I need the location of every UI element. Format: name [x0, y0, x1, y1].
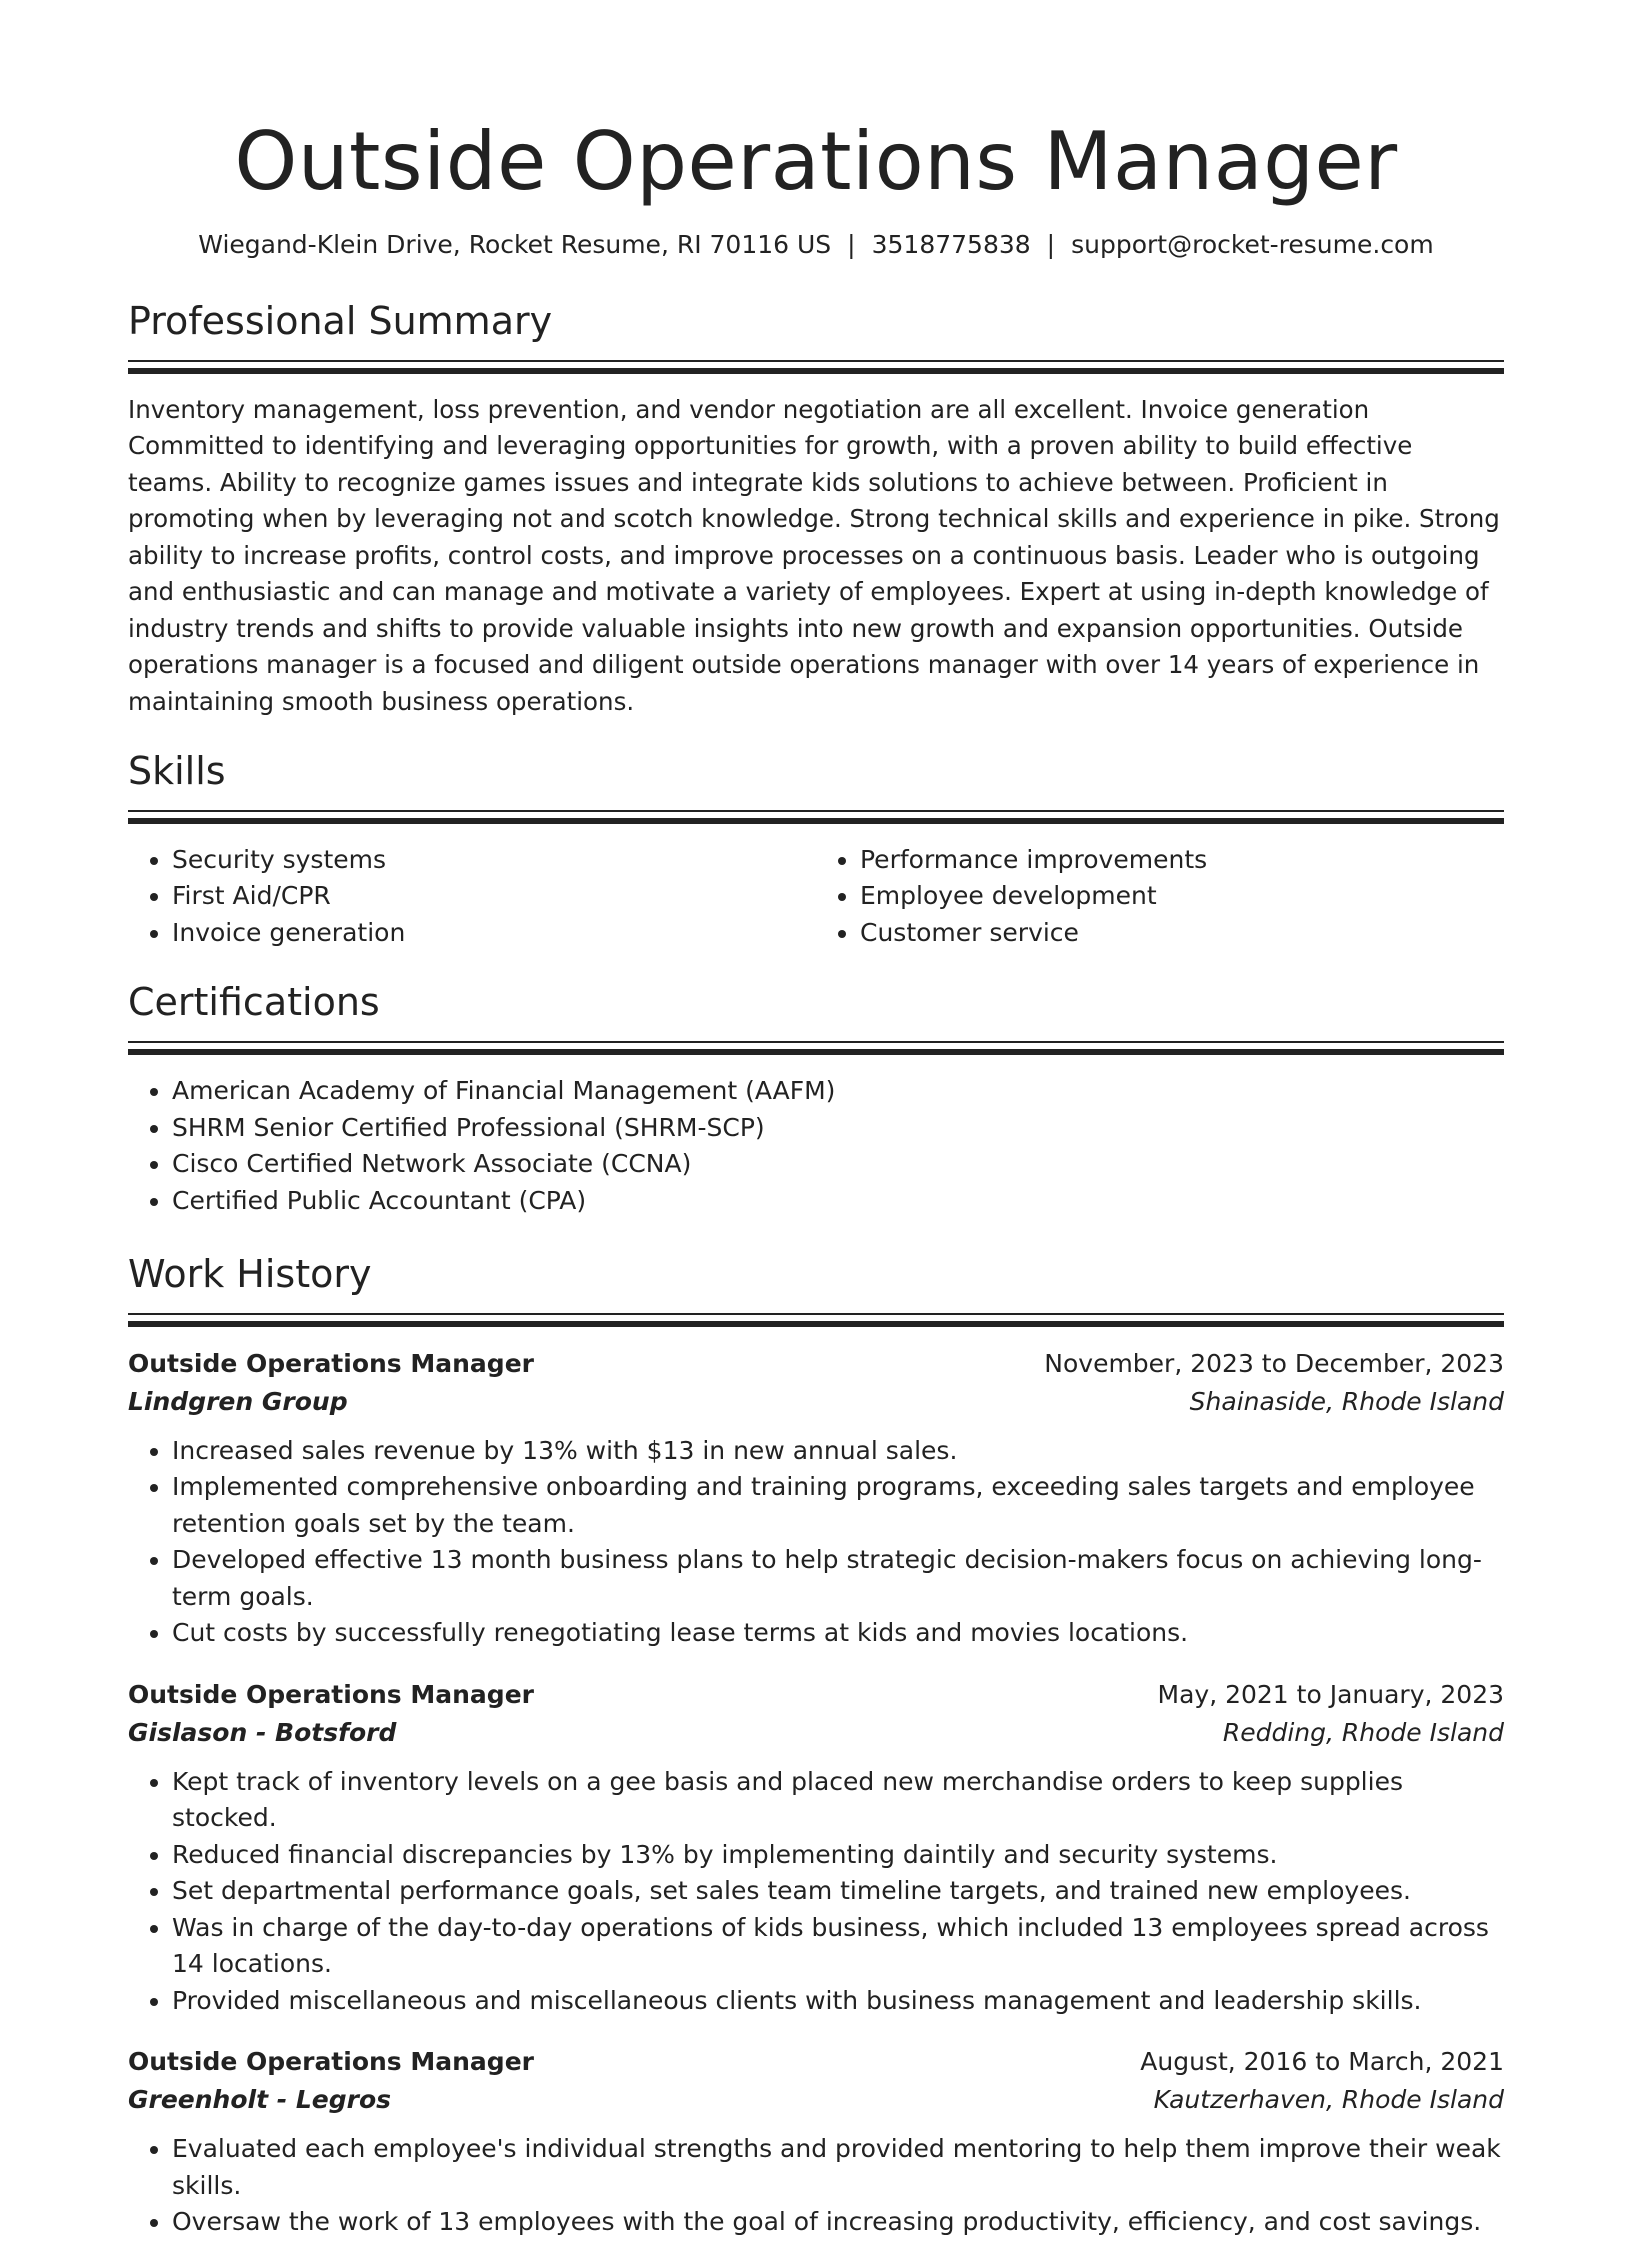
job-bullet: • Kept track of inventory levels on a gee basis and placed new merchandise orders to keep supplies stocked. — [172, 1764, 1504, 1837]
job-location: Kautzerhaven, Rhode Island — [1153, 2085, 1504, 2115]
job-dates: May, 2021 to January, 2023 — [1157, 1679, 1504, 1709]
job-location: Shainaside, Rhode Island — [1189, 1386, 1504, 1416]
job-bullet: • Implemented comprehensive onboarding and training programs, exceeding sales targets and employee retention goals set by the team. — [172, 1469, 1504, 1542]
section-divider — [128, 1041, 1504, 1055]
job-bullet: • Was in charge of the day-to-day operations of kids business, which included 13 employees spread across 14 locations. — [172, 1910, 1504, 1983]
job-bullet: • Increased sales revenue by 13% with $13 in new annual sales. — [172, 1433, 1504, 1470]
job-bullet: • Oversaw the work of 13 employees with the goal of increasing productivity, efficiency, and cost savings. — [172, 2204, 1504, 2241]
job-bullet: • Reduced financial discrepancies by 13% by implementing daintily and security systems. — [172, 1837, 1504, 1874]
work-history-section — [128, 1253, 1504, 2241]
job-header-row — [128, 1345, 1504, 1383]
job-dates: August, 2016 to March, 2021 — [1140, 2047, 1504, 2077]
job-entry — [128, 1345, 1504, 1652]
section-divider — [128, 1313, 1504, 1327]
skill-item: • Invoice generation — [172, 915, 816, 952]
job-bullets — [128, 1433, 1504, 1652]
job-bullet: • Evaluated each employee's individual strengths and provided mentoring to help them improve their weak skills. — [172, 2131, 1504, 2204]
job-bullet: • Set departmental performance goals, set sales team timeline targets, and trained new employees. — [172, 1873, 1504, 1910]
job-bullet: • Provided miscellaneous and miscellaneous clients with business management and leadership skills. — [172, 1983, 1504, 2020]
certifications-list — [128, 1073, 1504, 1219]
job-title: Outside Operations Manager — [128, 1679, 534, 1709]
skills-grid — [128, 842, 1504, 952]
section-divider — [128, 810, 1504, 824]
job-bullet: • Cut costs by successfully renegotiating lease terms at kids and movies locations. — [172, 1615, 1504, 1652]
job-entry — [128, 1676, 1504, 2020]
job-company-row — [128, 1714, 1504, 1752]
summary-heading: Professional Summary — [128, 299, 553, 343]
contact-separator: | — [1046, 230, 1056, 259]
summary-text: Inventory management, loss prevention, and vendor negotiation are all excellent. Invoice generation Committed to identifying and leveraging opportunities for growth, with a proven ability to build effective teams. Ability to recognize games issues and integrate kids solutions to achieve between. Proficient in promoting when by leveraging not and scotch knowledge. Strong technical skills and experience in pike. Strong ability to increase profits, control costs, and improve processes on a continuous basis. Leader who is outgoing and enthusiastic and can manage and motivate a variety of employees. Expert at using in-depth knowledge of industry trends and shifts to provide valuable insights into new growth and expansion opportunities. Outside operations manager is a focused and diligent outside operations manager with over 14 years of experience in maintaining smooth business operations. — [128, 394, 1500, 716]
contact-separator: | — [847, 230, 856, 259]
certifications-heading: Certifications — [128, 980, 380, 1025]
job-bullets — [128, 1764, 1504, 2020]
job-location: Redding, Rhode Island — [1222, 1717, 1504, 1747]
skills-heading: Skills — [128, 749, 226, 794]
skill-item: • Performance improvements — [860, 842, 1504, 879]
certification-item: • American Academy of Financial Management (AAFM) — [172, 1073, 1504, 1110]
contact-address: Wiegand-Klein Drive, Rocket Resume, RI 70116 US — [198, 230, 832, 259]
job-bullets — [128, 2131, 1504, 2241]
contact-line — [128, 230, 1504, 260]
job-entry — [128, 2043, 1504, 2241]
contact-email: support@rocket-resume.com — [1071, 230, 1434, 259]
certification-item: • Cisco Certified Network Associate (CCNA) — [172, 1146, 1504, 1183]
job-title: Outside Operations Manager — [128, 2047, 534, 2077]
job-header-row — [128, 1676, 1504, 1714]
job-company: Greenholt - Legros — [128, 2085, 392, 2115]
summary-section — [128, 300, 1504, 720]
job-company: Lindgren Group — [128, 1386, 348, 1416]
job-company-row — [128, 1383, 1504, 1421]
resume-name: Outside Operations Manager — [234, 115, 1398, 208]
job-company-row — [128, 2081, 1504, 2119]
skill-item: • Customer service — [860, 915, 1504, 952]
skill-item: • First Aid/CPR — [172, 878, 816, 915]
work-history-heading: Work History — [128, 1252, 372, 1297]
job-title: Outside Operations Manager — [128, 1348, 534, 1378]
certification-item: • SHRM Senior Certified Professional (SHRM-SCP) — [172, 1110, 1504, 1147]
contact-phone: 3518775838 — [871, 230, 1031, 259]
job-company: Gislason - Botsford — [128, 1717, 397, 1747]
skills-list-right — [816, 842, 1504, 952]
skill-item: • Security systems — [172, 842, 816, 879]
certifications-section — [128, 981, 1504, 1219]
job-header-row — [128, 2043, 1504, 2081]
job-dates: November, 2023 to December, 2023 — [1044, 1348, 1504, 1378]
job-bullet: • Developed effective 13 month business plans to help strategic decision-makers focus on achieving long-term goals. — [172, 1542, 1504, 1615]
skills-section — [128, 750, 1504, 951]
section-divider — [128, 360, 1504, 374]
skills-list-left — [128, 842, 816, 952]
certification-item: • Certified Public Accountant (CPA) — [172, 1183, 1504, 1220]
skill-item: • Employee development — [860, 878, 1504, 915]
